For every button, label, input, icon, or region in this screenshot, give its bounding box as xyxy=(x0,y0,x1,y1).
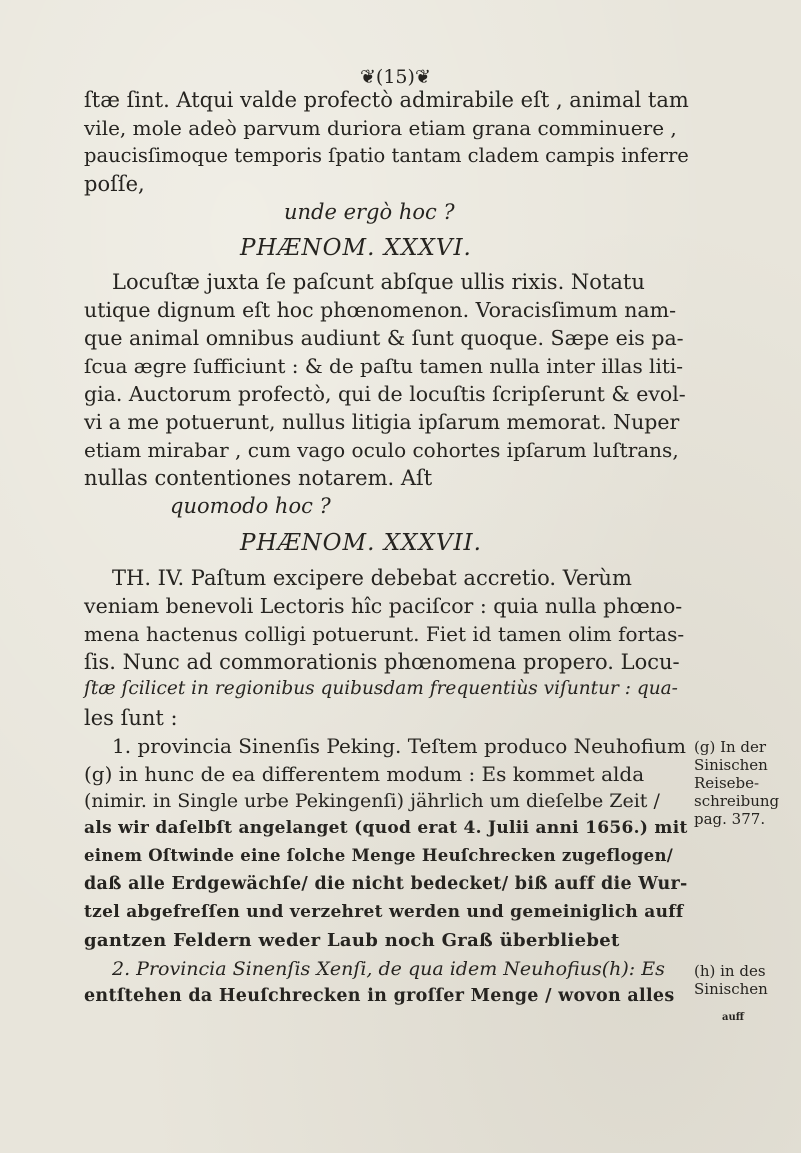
text-line: 2. Provincia Sinenſis Xenſi, de qua idem Neuhofius(h): Es xyxy=(112,958,665,980)
text-line: vi a me potuerunt, nullus litigia ipſarum memorat. Nuper xyxy=(84,410,680,434)
page-number: ❦(15)❦ xyxy=(360,66,431,88)
catchword: auff xyxy=(722,1012,744,1023)
fraktur-line: entſtehen da Heuſchrecken in groſſer Menge / wovon alles xyxy=(84,986,675,1006)
text-line: ſtæ ſint. Atqui valde profectò admirabile eſt , animal tam xyxy=(84,88,689,112)
text-line: ſtæ ſcilicet in regionibus quibusdam frequentiùs viſuntur : qua- xyxy=(84,678,678,699)
text-line: nullas contentiones notarem. Aſt xyxy=(84,466,433,490)
text-line: gia. Auctorum profectò, qui de locuſtis ſcripſerunt & evol- xyxy=(84,382,686,406)
fraktur-line: als wir daſelbſt angelanget (quod erat 4. Julii anni 1656.) mit xyxy=(84,818,688,838)
fraktur-line: daß alle Erdgewächſe/ die nicht bedecket/ biß auff die Wur- xyxy=(84,874,688,894)
text-line: TH. IV. Paſtum excipere debebat accretio. Verùm xyxy=(112,566,632,590)
fraktur-line: einem Oſtwinde eine ſolche Menge Heuſchrecken zugeflogen/ xyxy=(84,846,674,865)
text-line: ſis. Nunc ad commorationis phœnomena propero. Locu- xyxy=(84,650,680,674)
text-line: veniam benevoli Lectoris hîc paciſcor : quia nulla phœno- xyxy=(84,594,683,618)
margin-note-h: (h) in des Sinischen xyxy=(694,962,768,998)
text-line: (g) in hunc de ea differentem modum : Es kommet alda xyxy=(84,762,645,786)
text-line: utique dignum eſt hoc phœnomenon. Voracisſimum nam- xyxy=(84,298,677,322)
question-line: unde ergò hoc ? xyxy=(284,200,455,224)
text-line: (nimir. in Single urbe Pekingenſi) jährlich um dieſelbe Zeit / xyxy=(84,790,660,812)
text-line: poſſe, xyxy=(84,172,145,196)
phenomenon-heading: PHÆNOM. XXXVII. xyxy=(240,530,482,556)
fraktur-line: tzel abgefreſſen und verzehret werden und gemeiniglich auff xyxy=(84,902,684,922)
text-line: que animal omnibus audiunt & ſunt quoque. Sæpe eis pa- xyxy=(84,326,684,350)
phenomenon-heading: PHÆNOM. XXXVI. xyxy=(240,235,472,261)
text-line: ſcua ægre ſufficiunt : & de paſtu tamen nulla inter illas liti- xyxy=(84,354,684,378)
fraktur-line: gantzen Feldern weder Laub noch Graß überbliebet xyxy=(84,930,620,951)
text-line: mena hactenus colligi potuerunt. Fiet id tamen olim fortas- xyxy=(84,622,685,646)
ornament-left: ❦ xyxy=(360,66,376,88)
text-line: paucisſimoque temporis ſpatio tantam cladem campis inferre xyxy=(84,144,689,167)
text-line: vile, mole adeò parvum duriora etiam grana comminuere , xyxy=(84,116,677,140)
text-line: Locuſtæ juxta ſe paſcunt abſque ullis rixis. Notatu xyxy=(112,270,645,294)
ornament-right: ❦ xyxy=(414,66,431,88)
text-line: etiam mirabar , cum vago oculo cohortes ipſarum luſtrans, xyxy=(84,438,679,462)
question-line: quomodo hoc ? xyxy=(170,494,331,518)
margin-note-g: (g) In der Sinischen Reisebe- schreibung pag. 377. xyxy=(694,738,780,828)
text-line: 1. provincia Sinenſis Peking. Teſtem produco Neuhofium xyxy=(112,734,686,758)
text-line: les ſunt : xyxy=(84,706,178,730)
